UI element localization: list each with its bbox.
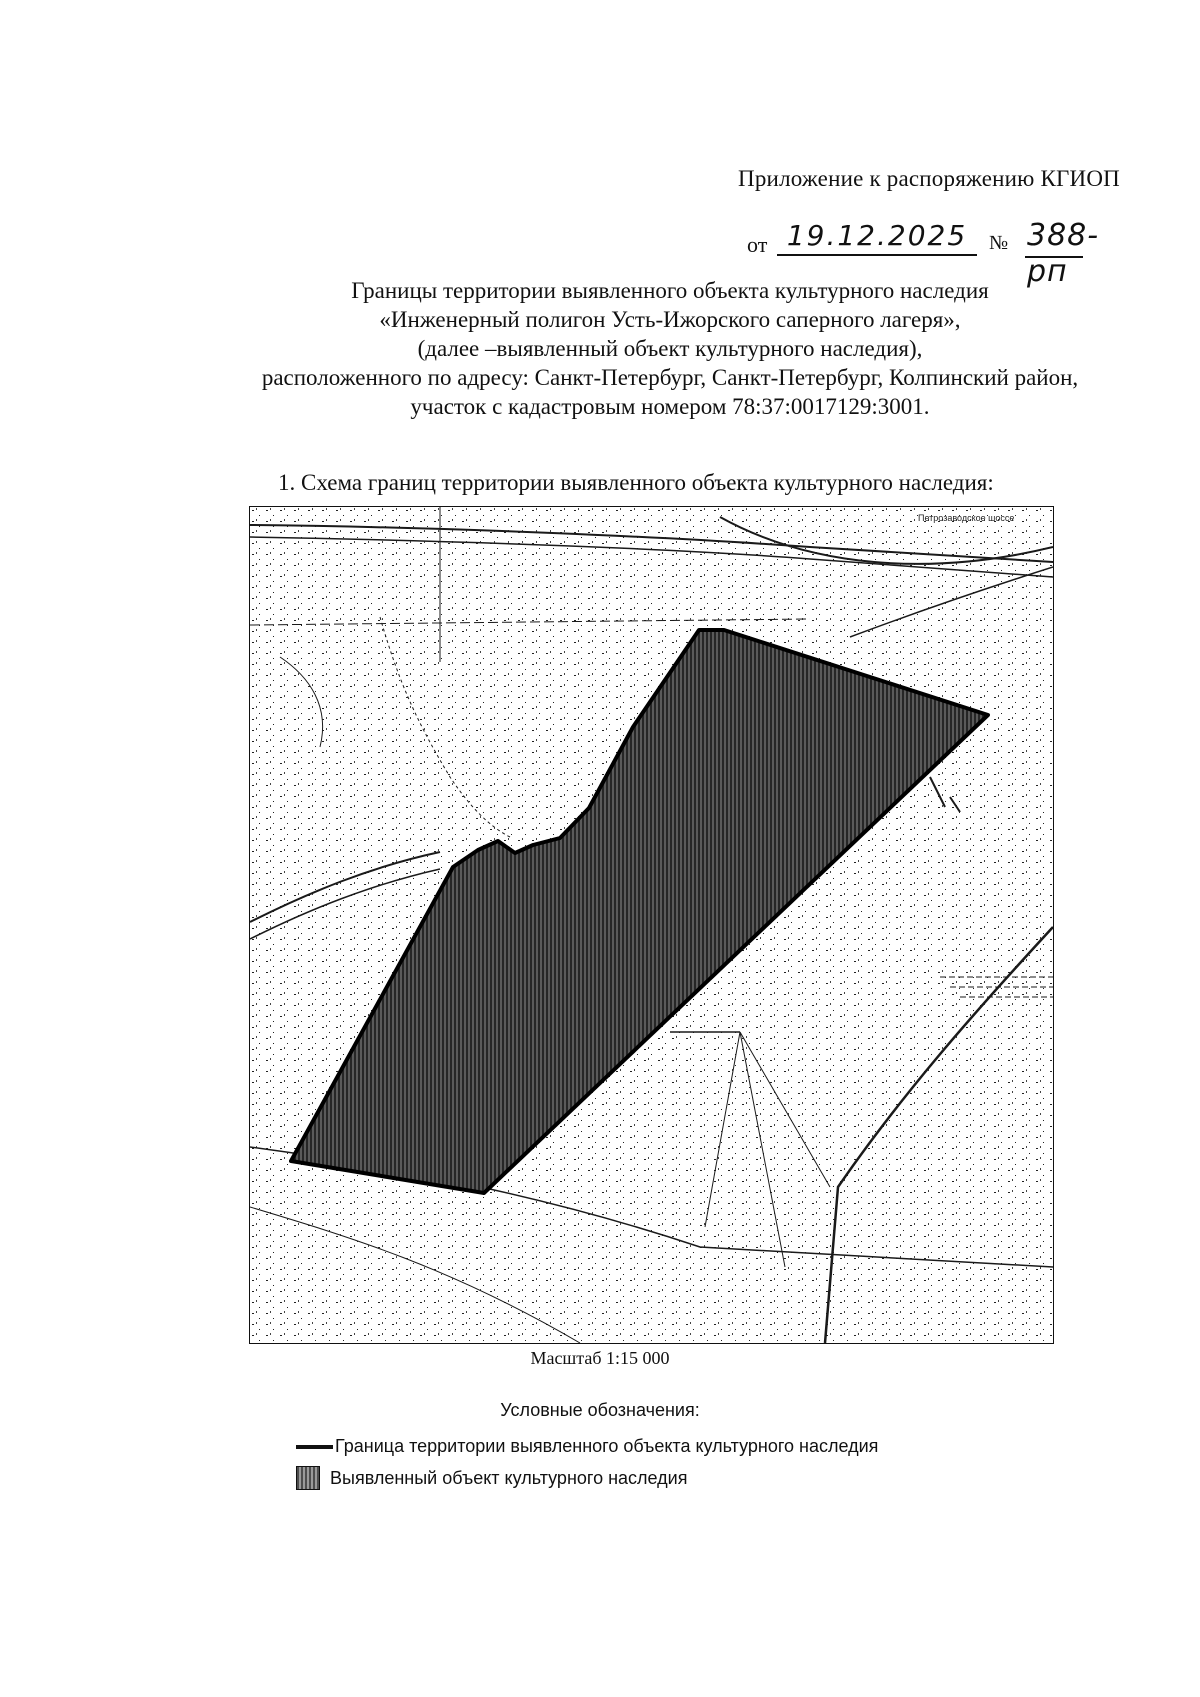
legend-item-boundary (296, 1436, 878, 1457)
order-date: 19.12.2025 (777, 218, 977, 256)
boundary-line-icon (296, 1445, 333, 1449)
heading-line-2: «Инженерный полигон Усть-Ижорского саперного лагеря», (379, 307, 961, 332)
document-heading (220, 276, 1120, 421)
legend-item-heritage-object (296, 1466, 687, 1490)
heading-line-1: Границы территории выявленного объекта культурного наследия (351, 278, 989, 303)
section-title: 1. Схема границ территории выявленного объекта культурного наследия: (278, 470, 994, 495)
number-underline (1025, 256, 1083, 258)
heading-line-4: расположенного по адресу: Санкт-Петербург, Санкт-Петербург, Колпинский район, (261, 365, 1079, 390)
map-scale: Масштаб 1:15 000 (530, 1348, 670, 1368)
legend-item-label: Граница территории выявленного объекта культурного наследия (335, 1436, 879, 1456)
heading-line-3: (далее –выявленный объект культурного наследия), (417, 336, 923, 361)
hatched-area-icon (296, 1466, 320, 1490)
date-prefix: от (747, 232, 768, 257)
order-dateline (747, 218, 1137, 289)
number-prefix: № (989, 232, 1009, 254)
road-label: Петрозаводское шоссе (918, 513, 1015, 523)
appendix-title: Приложение к распоряжению КГИОП (738, 166, 1120, 191)
heading-line-5: участок с кадастровым номером 78:37:0017129:3001. (410, 394, 930, 419)
legend-title: Условные обозначения: (500, 1400, 700, 1420)
boundary-map (249, 506, 1054, 1344)
legend-item-label: Выявленный объект культурного наследия (330, 1467, 688, 1488)
order-number: 388-рп (1027, 218, 1100, 289)
